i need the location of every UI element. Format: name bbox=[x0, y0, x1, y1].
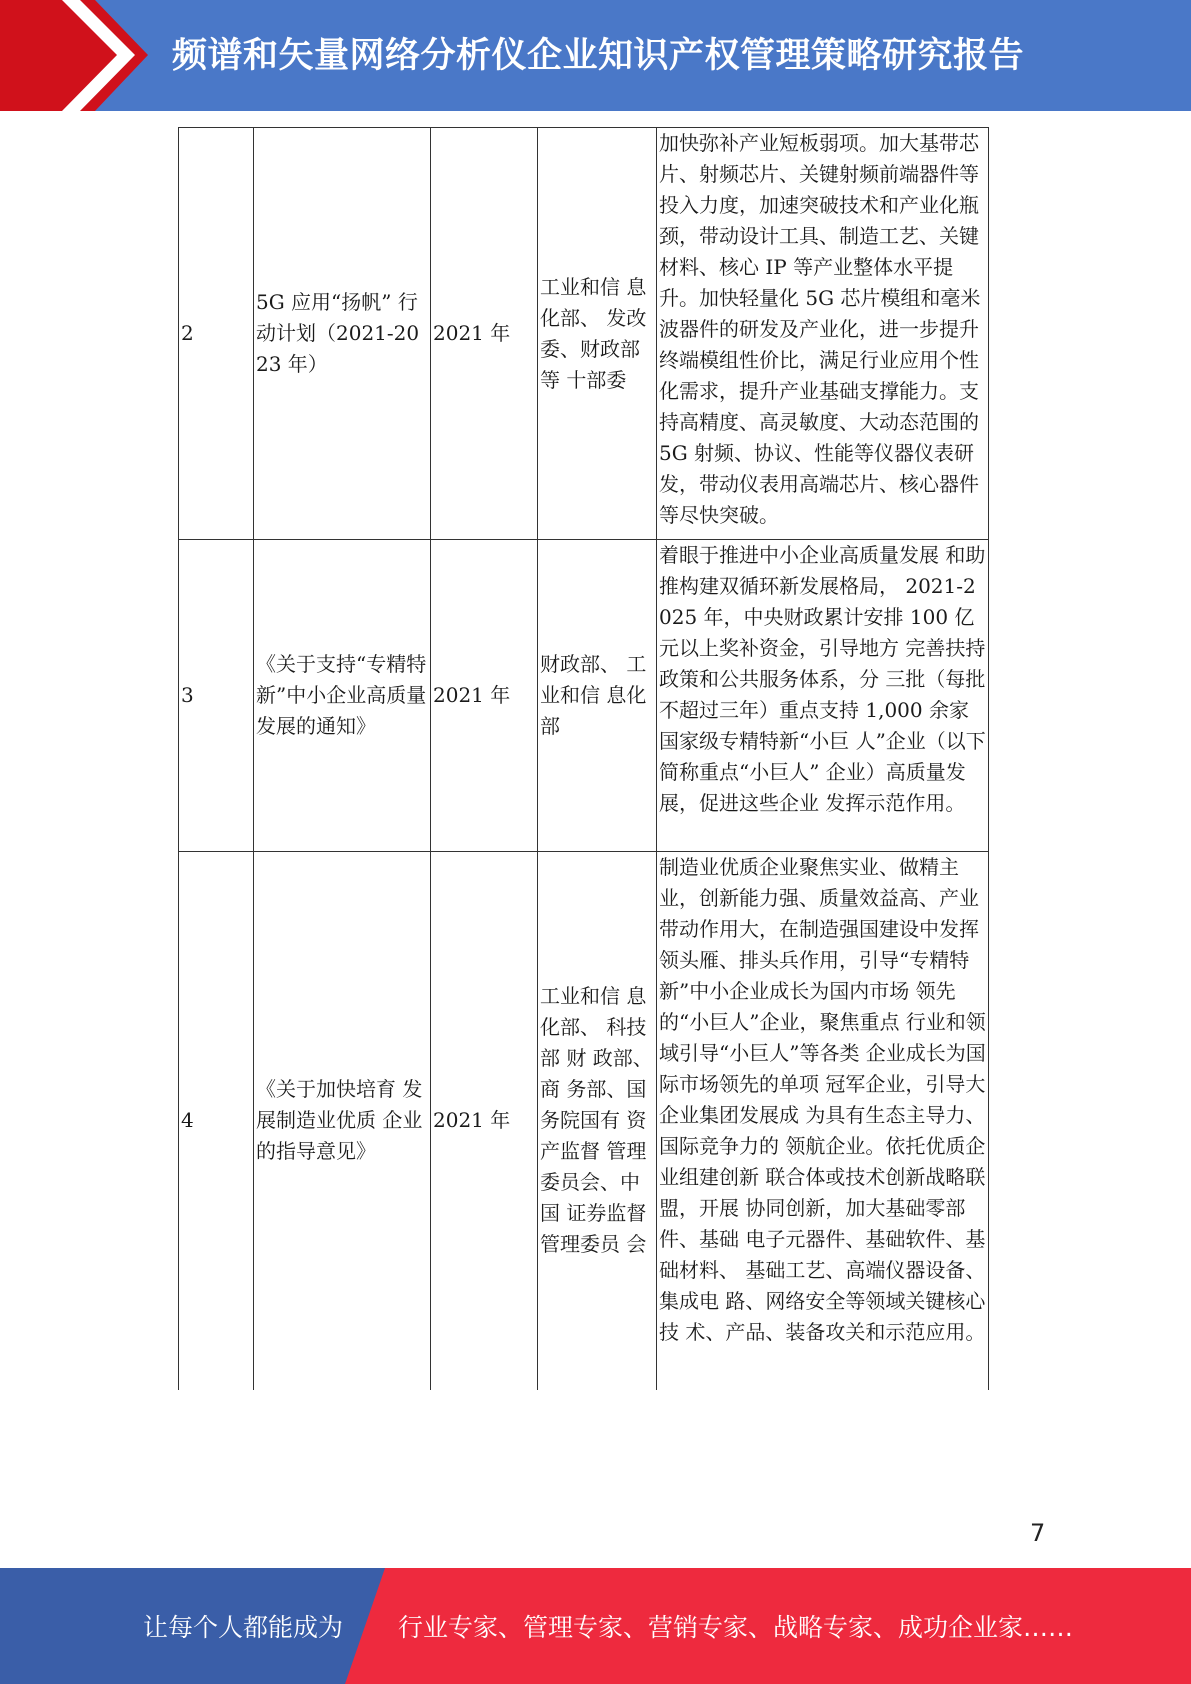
row-number: 4 bbox=[179, 852, 254, 1390]
policy-content: 制造业优质企业聚焦实业、做精主业，创新能力强、质量效益高、产业带动作用大，在制造强国建设中发挥领头雁、排头兵作用，引导“专精特新”中小企业成长为国内市场 领先的“小巨人”企业，聚焦重点 行业和领域引导“小巨人”等各类 企业成长为国际市场领先的单项 冠军企业，引导大企业集团发展成 为具有生态主导力、国际竞争力的 领航企业。依托优质企业组建创新 联合体或技术创新战略联盟，开展 协同创新，加大基础零部件、基础 电子元器件、基础软件、基础材料、 基础工艺、高端仪器设备、集成电 路、网络安全等领域关键核心技 术、产品、装备攻关和示范应用。 bbox=[657, 852, 989, 1390]
page-number: 7 bbox=[1030, 1519, 1046, 1547]
header-chevron-graphic bbox=[0, 0, 150, 111]
table-row bbox=[179, 128, 989, 540]
header-banner bbox=[0, 0, 1191, 111]
policy-name: 《关于加快培育 发展制造业优质 企业的指导意见》 bbox=[254, 852, 431, 1390]
issuing-department: 工业和信 息化部、 科技部 财 政部、商 务部、国 务院国有 资产监督 管理委员会、中国 证券监督 管理委员 会 bbox=[538, 852, 657, 1390]
policy-name: 《关于支持“专精特新”中小企业高质量发展的通知》 bbox=[254, 540, 431, 852]
policy-name: 5G 应用“扬帆” 行动计划（2021-2023 年） bbox=[254, 128, 431, 540]
page-title: 频谱和矢量网络分析仪企业知识产权管理策略研究报告 bbox=[172, 36, 1025, 76]
policy-content: 加快弥补产业短板弱项。加大基带芯片、射频芯片、关键射频前端器件等投入力度，加速突破技术和产业化瓶颈，带动设计工具、制造工艺、关键材料、核心 IP 等产业整体水平提升。加快轻量化 5G 芯片模组和毫米波器件的研发及产业化，进一步提升终端模组性价比，满足行业应用个性化需求，提升产业基础支撑能力。支持高精度、高灵敏度、大动态范围的 5G 射频、协议、性能等仪器仪表研发，带动仪表用高端芯片、核心器件等尽快突破。 bbox=[657, 128, 989, 540]
table-row bbox=[179, 852, 989, 1390]
policy-year: 2021 年 bbox=[431, 540, 538, 852]
policy-year: 2021 年 bbox=[431, 852, 538, 1390]
issuing-department: 财政部、 工业和信 息化部 bbox=[538, 540, 657, 852]
footer-slogan-left: 让每个人都能成为 bbox=[143, 1613, 344, 1642]
footer-slogan-right: 行业专家、管理专家、营销专家、战略专家、成功企业家…… bbox=[398, 1613, 1074, 1642]
table-row bbox=[179, 540, 989, 852]
row-number: 2 bbox=[179, 128, 254, 540]
issuing-department: 工业和信 息化部、 发改委、财政部等 十部委 bbox=[538, 128, 657, 540]
policy-year: 2021 年 bbox=[431, 128, 538, 540]
policy-table bbox=[178, 127, 989, 1390]
row-number: 3 bbox=[179, 540, 254, 852]
footer-banner bbox=[0, 1568, 1191, 1684]
policy-content: 着眼于推进中小企业高质量发展 和助推构建双循环新发展格局， 2021-2025 年，中央财政累计安排 100 亿元以上奖补资金，引导地方 完善扶持政策和公共服务体系，分 三批（每批不超过三年）重点支持 1,000 余家国家级专精特新“小巨 人”企业（以下简称重点“小巨人” 企业）高质量发展，促进这些企业 发挥示范作用。 bbox=[657, 540, 989, 852]
